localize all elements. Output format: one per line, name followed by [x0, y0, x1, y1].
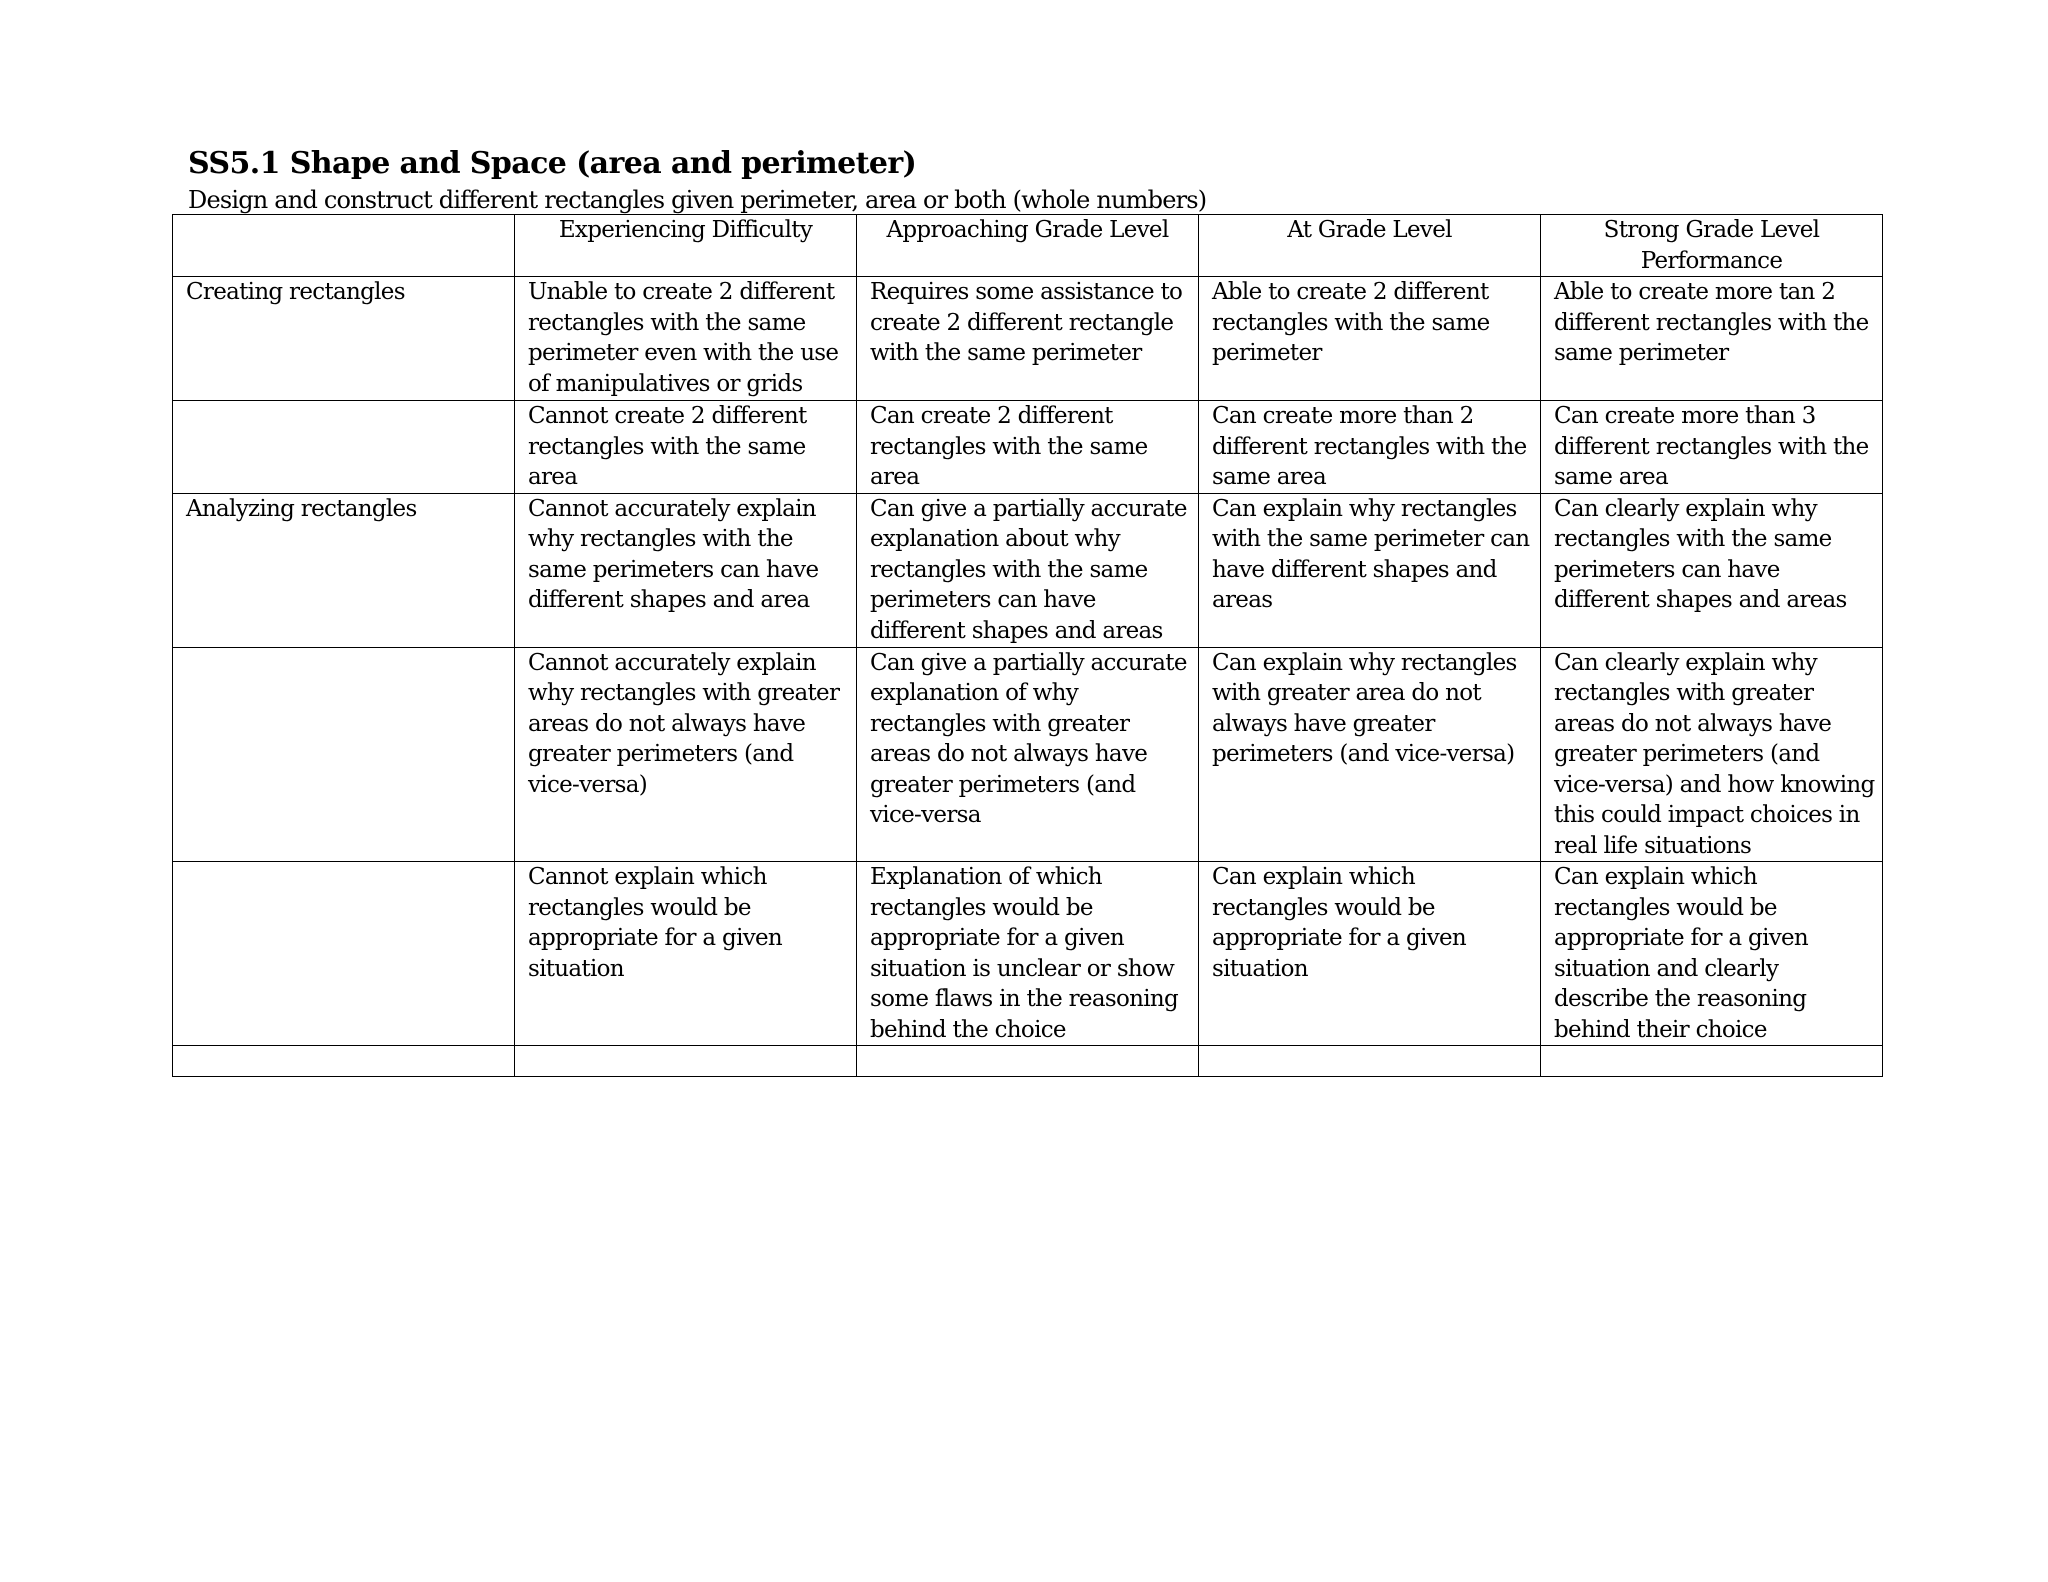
rubric-cell: Can give a partially accurate explanation about why rectangles with the same perimeters can have different shapes and areas [857, 493, 1199, 647]
rubric-cell: Can explain which rectangles would be appropriate for a given situation [1199, 862, 1541, 1046]
category-cell: Creating rectangles [173, 277, 515, 401]
category-cell [173, 647, 515, 862]
page-title: SS5.1 Shape and Space (area and perimeter) [188, 146, 917, 181]
table-row [173, 1046, 1883, 1077]
rubric-cell [1541, 1046, 1883, 1077]
header-row [173, 215, 1883, 277]
rubric-cell: Able to create 2 different rectangles with the same perimeter [1199, 277, 1541, 401]
header-level-cell: Strong Grade Level Performance [1541, 215, 1883, 277]
header-category-cell [173, 215, 515, 277]
category-cell [173, 1046, 515, 1077]
rubric-cell: Explanation of which rectangles would be appropriate for a given situation is unclear or show some flaws in the reasoning behind the choice [857, 862, 1199, 1046]
category-cell: Analyzing rectangles [173, 493, 515, 647]
table-row [173, 647, 1883, 862]
rubric-cell: Can create more than 3 different rectangles with the same area [1541, 401, 1883, 494]
rubric-table [172, 214, 1883, 1077]
rubric-cell: Unable to create 2 different rectangles with the same perimeter even with the use of manipulatives or grids [515, 277, 857, 401]
rubric-cell: Cannot create 2 different rectangles with the same area [515, 401, 857, 494]
table-row [173, 401, 1883, 494]
rubric-cell: Can explain why rectangles with greater area do not always have greater perimeters (and vice-versa) [1199, 647, 1541, 862]
table-row [173, 862, 1883, 1046]
rubric-cell: Requires some assistance to create 2 different rectangle with the same perimeter [857, 277, 1199, 401]
category-cell [173, 862, 515, 1046]
rubric-cell [857, 1046, 1199, 1077]
rubric-cell: Cannot accurately explain why rectangles with greater areas do not always have greater perimeters (and vice-versa) [515, 647, 857, 862]
rubric-cell: Can clearly explain why rectangles with greater areas do not always have greater perimeters (and vice-versa) and how knowing this could impact choices in real life situations [1541, 647, 1883, 862]
table-row [173, 493, 1883, 647]
rubric-cell: Can give a partially accurate explanation of why rectangles with greater areas do not always have greater perimeters (and vice-versa [857, 647, 1199, 862]
rubric-cell [515, 1046, 857, 1077]
rubric-cell: Can explain which rectangles would be appropriate for a given situation and clearly describe the reasoning behind their choice [1541, 862, 1883, 1046]
header-level-cell: Approaching Grade Level [857, 215, 1199, 277]
header-level-cell: At Grade Level [1199, 215, 1541, 277]
page-subtitle: Design and construct different rectangles given perimeter, area or both (whole numbers) [188, 186, 1207, 214]
rubric-cell [1199, 1046, 1541, 1077]
rubric-cell: Cannot explain which rectangles would be appropriate for a given situation [515, 862, 857, 1046]
rubric-cell: Able to create more tan 2 different rectangles with the same perimeter [1541, 277, 1883, 401]
rubric-cell: Can clearly explain why rectangles with the same perimeters can have different shapes and areas [1541, 493, 1883, 647]
rubric-cell: Cannot accurately explain why rectangles with the same perimeters can have different shapes and area [515, 493, 857, 647]
header-level-cell: Experiencing Difficulty [515, 215, 857, 277]
rubric-cell: Can explain why rectangles with the same perimeter can have different shapes and areas [1199, 493, 1541, 647]
rubric-cell: Can create 2 different rectangles with the same area [857, 401, 1199, 494]
table-row [173, 277, 1883, 401]
category-cell [173, 401, 515, 494]
rubric-cell: Can create more than 2 different rectangles with the same area [1199, 401, 1541, 494]
